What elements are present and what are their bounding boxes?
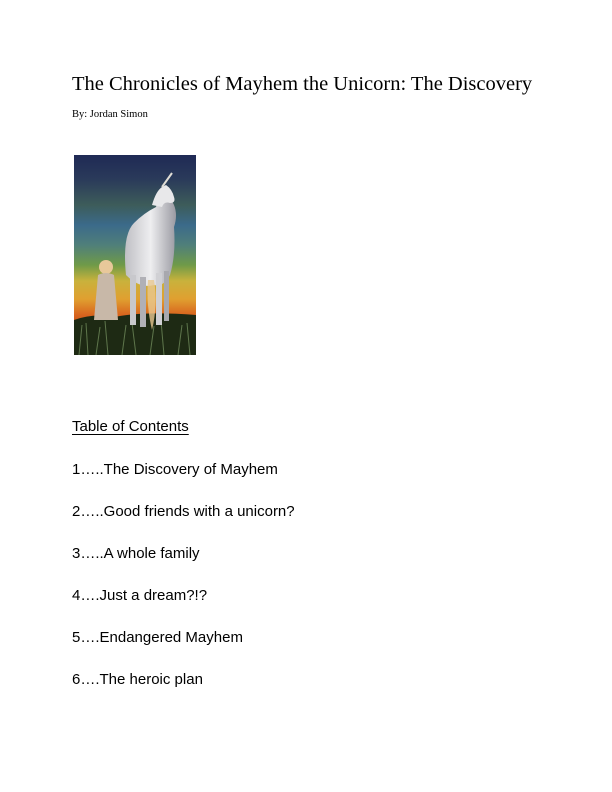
toc-item-1: 1…..The Discovery of Mayhem [72,461,278,478]
toc-item-4: 4….Just a dream?!? [72,587,208,604]
toc-item-3: 3…..A whole family [72,545,200,562]
toc-item-2: 2…..Good friends with a unicorn? [72,503,295,520]
cover-image [74,155,196,355]
toc-heading: Table of Contents [72,418,189,435]
document-title: The Chronicles of Mayhem the Unicorn: The Discovery [72,73,533,95]
unicorn-painting-icon [74,155,196,355]
toc-item-5: 5….Endangered Mayhem [72,629,243,646]
author-byline: By: Jordan Simon [72,109,148,120]
toc-item-6: 6….The heroic plan [72,671,203,688]
